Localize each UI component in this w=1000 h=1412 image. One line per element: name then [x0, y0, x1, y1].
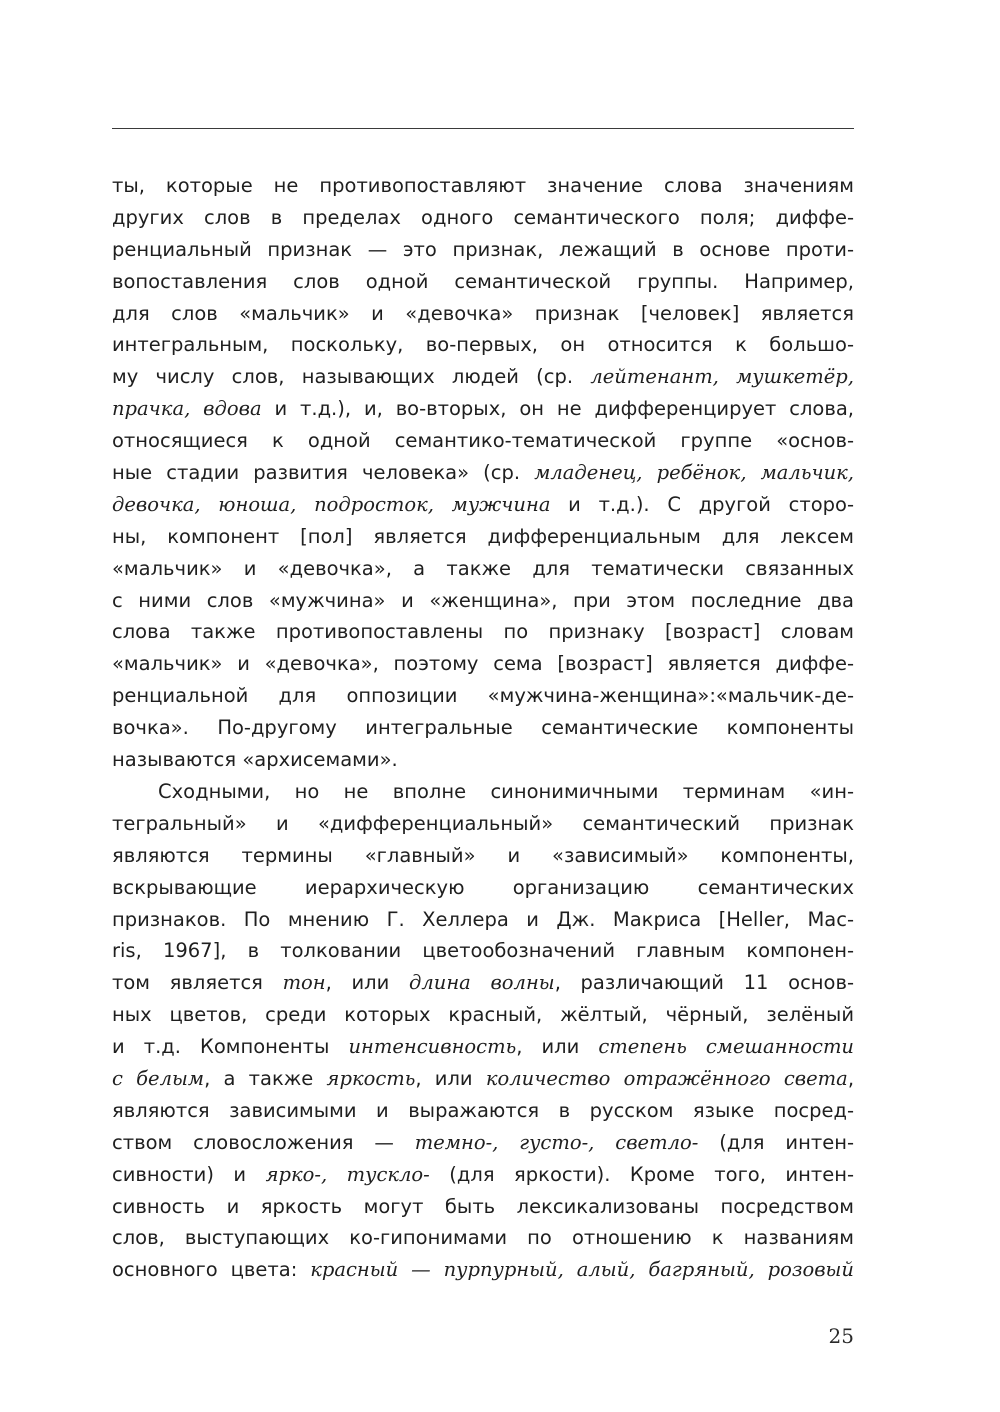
italic-term: девочка, юноша, подросток, мужчина	[112, 492, 551, 516]
text-run: том является	[112, 971, 283, 995]
italic-term: количество отражённого света	[485, 1067, 848, 1091]
text-run: ты, которые не противопоставляют значение слова значениям	[112, 174, 854, 197]
italic-term: тон	[282, 971, 326, 995]
text-run: и т.д.), и, во-вторых, он не дифференцирует слова,	[261, 397, 854, 421]
text-run: признаков. По мнению Г. Хеллера и Дж. Макриса [Heller, Mac-	[112, 907, 854, 931]
text-run: вскрывающие иерархическую организацию семантических	[112, 875, 854, 899]
text-line	[112, 393, 854, 425]
text-run: , или	[415, 1067, 486, 1091]
text-line	[112, 648, 854, 680]
text-run: му числу слов, называющих людей (ср.	[112, 365, 591, 389]
text-line	[112, 999, 854, 1031]
text-run: ,	[847, 1067, 855, 1091]
text-run: слов, выступающих ко-гипонимами по отношению к названиям	[112, 1226, 854, 1250]
text-line	[112, 298, 854, 330]
italic-term: степень смешанности	[598, 1035, 854, 1059]
text-run: «мальчик» и «девочка», поэтому сема [возраст] является диффе-	[112, 652, 854, 676]
text-line	[112, 457, 854, 489]
text-run: тегральный» и «дифференциальный» семантический признак	[112, 811, 854, 835]
text-run: и т.д. Компоненты	[112, 1035, 349, 1059]
page-number: 25	[828, 1324, 854, 1348]
italic-term: яркость	[326, 1067, 416, 1091]
text-run: Сходными, но не вполне синонимичными терминам «ин-	[158, 780, 854, 803]
text-run: (для интен-	[698, 1130, 854, 1154]
italic-term: с белым	[112, 1067, 205, 1091]
text-line	[112, 489, 854, 521]
text-line	[112, 1031, 854, 1063]
text-run: являются термины «главный» и «зависимый» компоненты,	[112, 843, 854, 867]
text-line	[112, 202, 854, 234]
text-line	[112, 585, 854, 617]
text-run: вочка». По-другому интегральные семантические компоненты	[112, 716, 854, 740]
text-line	[112, 1159, 854, 1191]
text-run: называются «архисемами».	[112, 748, 398, 772]
text-line	[112, 266, 854, 298]
italic-term: лейтенант, мушкетёр,	[590, 365, 854, 389]
text-line	[112, 776, 854, 808]
text-run: ные стадии развития человека» (ср.	[112, 461, 535, 485]
text-run: ны, компонент [пол] является дифференциальным для лексем	[112, 524, 854, 548]
text-line	[112, 680, 854, 712]
text-run: относящиеся к одной семантико-тематической группе «основ-	[112, 429, 854, 453]
text-line	[112, 872, 854, 904]
text-run: , различающий 11 основ-	[554, 971, 854, 995]
text-run: (для яркости). Кроме того, интен-	[429, 1162, 854, 1186]
text-line	[112, 425, 854, 457]
italic-term: красный — пурпурный, алый, багряный, розовый	[310, 1258, 854, 1282]
text-run: ренциальной для оппозиции «мужчина-женщина»:«мальчик-де-	[112, 684, 854, 708]
text-line	[112, 808, 854, 840]
text-run: и т.д.). С другой сторо-	[550, 492, 854, 516]
text-line	[112, 967, 854, 999]
text-line	[112, 1191, 854, 1223]
text-run: сивность и яркость могут быть лексикализованы посредством	[112, 1194, 854, 1218]
text-run: других слов в пределах одного семантического поля; диффе-	[112, 205, 854, 229]
text-line	[112, 170, 854, 202]
text-run: для слов «мальчик» и «девочка» признак [человек] является	[112, 301, 854, 325]
italic-term: младенец, ребёнок, мальчик,	[534, 461, 854, 485]
paragraph-2	[112, 776, 854, 1286]
italic-term: длина волны	[408, 971, 555, 995]
italic-term: темно-, густо-, светло-	[414, 1130, 699, 1154]
text-run: ренциальный признак — это признак, лежащий в основе проти-	[112, 237, 854, 261]
text-run: интегральным, поскольку, во-первых, он относится к большо-	[112, 333, 854, 357]
text-line	[112, 1095, 854, 1127]
text-run: , а также	[204, 1067, 327, 1091]
text-run: ством словосложения —	[112, 1130, 415, 1154]
text-line	[112, 1063, 854, 1095]
italic-term: интенсивность	[348, 1035, 517, 1059]
header-rule	[112, 128, 854, 129]
text-run: с ними слов «мужчина» и «женщина», при этом последние два	[112, 588, 854, 612]
text-line	[112, 521, 854, 553]
text-run: , или	[325, 971, 409, 995]
text-line	[112, 361, 854, 393]
text-line	[112, 744, 854, 776]
text-run: слова также противопоставлены по признаку [возраст] словам	[112, 620, 854, 644]
text-line	[112, 553, 854, 585]
paragraph-1	[112, 170, 854, 776]
text-line	[112, 329, 854, 361]
text-line	[112, 616, 854, 648]
text-line	[112, 935, 854, 967]
text-line	[112, 234, 854, 266]
text-run: основного цвета:	[112, 1258, 311, 1282]
text-run: являются зависимыми и выражаются в русском языке посред-	[112, 1098, 854, 1122]
text-line	[112, 1254, 854, 1286]
text-line	[112, 1222, 854, 1254]
text-run: ных цветов, среди которых красный, жёлтый, чёрный, зелёный	[112, 1003, 854, 1027]
text-run: сивности) и	[112, 1162, 266, 1186]
italic-term: прачка, вдова	[112, 397, 262, 421]
text-run: , или	[516, 1035, 599, 1059]
text-line	[112, 1127, 854, 1159]
text-line	[112, 904, 854, 936]
text-run: ris, 1967], в толковании цветообозначений главным компонен-	[112, 939, 854, 963]
text-line	[112, 840, 854, 872]
text-run: «мальчик» и «девочка», а также для тематически связанных	[112, 556, 854, 580]
text-line	[112, 712, 854, 744]
italic-term: ярко-, тускло-	[265, 1162, 430, 1186]
text-run: вопоставления слов одной семантической группы. Например,	[112, 269, 854, 293]
